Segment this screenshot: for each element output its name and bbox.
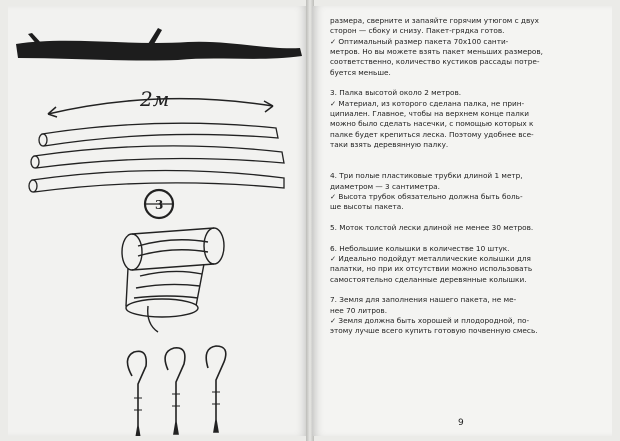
- diameter-icon: [145, 190, 173, 218]
- left-page: [8, 6, 308, 436]
- text-line: палке будет крепиться леска. Поэтому удобнее все-: [330, 129, 534, 139]
- diameter-label: 3: [155, 198, 164, 212]
- text-line: метров. Но вы можете взять пакет меньших размеров,: [330, 47, 543, 57]
- text-line: можно было сделать насечки, с помощью которых к: [330, 119, 534, 129]
- text-line: ✓ Оптимальный размер пакета 70х100 санти-: [330, 36, 509, 46]
- metal-pegs-drawing: [127, 346, 225, 436]
- text-line: 3. Палка высотой около 2 метров.: [330, 88, 462, 98]
- text-line: палатки, но при их отсутствии можно использовать: [330, 264, 533, 274]
- spacer: [330, 161, 598, 171]
- text-line: диаметром — 3 сантиметра.: [330, 181, 440, 191]
- text-line: ✓ Идеально подойдут металлические колышки для: [330, 253, 531, 263]
- tubes-drawing: [29, 123, 284, 192]
- spacer: [330, 285, 598, 295]
- right-page: [312, 6, 612, 436]
- text-line: 7. Земля для заполнения нашего пакета, не ме-: [330, 295, 517, 305]
- text-line: ше высоты пакета.: [330, 202, 404, 212]
- text-line: ✓ Материал, из которого сделана палка, не прин-: [330, 98, 525, 108]
- text-line: 6. Небольшие колышки в количестве 10 штук.: [330, 243, 510, 253]
- spool-of-line-drawing: [122, 228, 224, 332]
- text-line: таки взять деревянную палку.: [330, 140, 449, 150]
- page-number: 9: [458, 418, 464, 428]
- text-line: сторон — сбоку и снизу. Пакет-грядка готов.: [330, 26, 505, 36]
- page-text: [330, 16, 598, 337]
- spacer: [330, 150, 598, 160]
- text-line: ✓ Земля должна быть хорошей и плодородной, по-: [330, 315, 530, 325]
- text-line: 4. Три полые пластиковые трубки длиной 1 метр,: [330, 171, 523, 181]
- text-line: 5. Моток толстой лески длиной не менее 30 метров.: [330, 222, 534, 232]
- text-line: нее 70 литров.: [330, 305, 388, 315]
- text-line: соответственно, количество кустиков рассады потре-: [330, 57, 540, 67]
- stick-drawing: [16, 28, 302, 61]
- text-line: ципиален. Главное, чтобы на верхнем конце палки: [330, 109, 529, 119]
- text-line: буется меньше.: [330, 67, 391, 77]
- text-line: самостоятельно сделанные деревянные колышки.: [330, 274, 527, 284]
- spacer: [330, 213, 598, 223]
- spacer: [330, 78, 598, 88]
- illustrations: [8, 6, 308, 436]
- text-line: размера, сверните и запаяйте горячим утюгом с двух: [330, 16, 539, 25]
- text-line: этому лучше всего купить готовую почвенную смесь.: [330, 326, 538, 336]
- length-label: 2м: [140, 87, 170, 111]
- spacer: [330, 233, 598, 243]
- length-arrow: [48, 87, 273, 117]
- text-line: ✓ Высота трубок обязательно должна быть боль-: [330, 191, 523, 201]
